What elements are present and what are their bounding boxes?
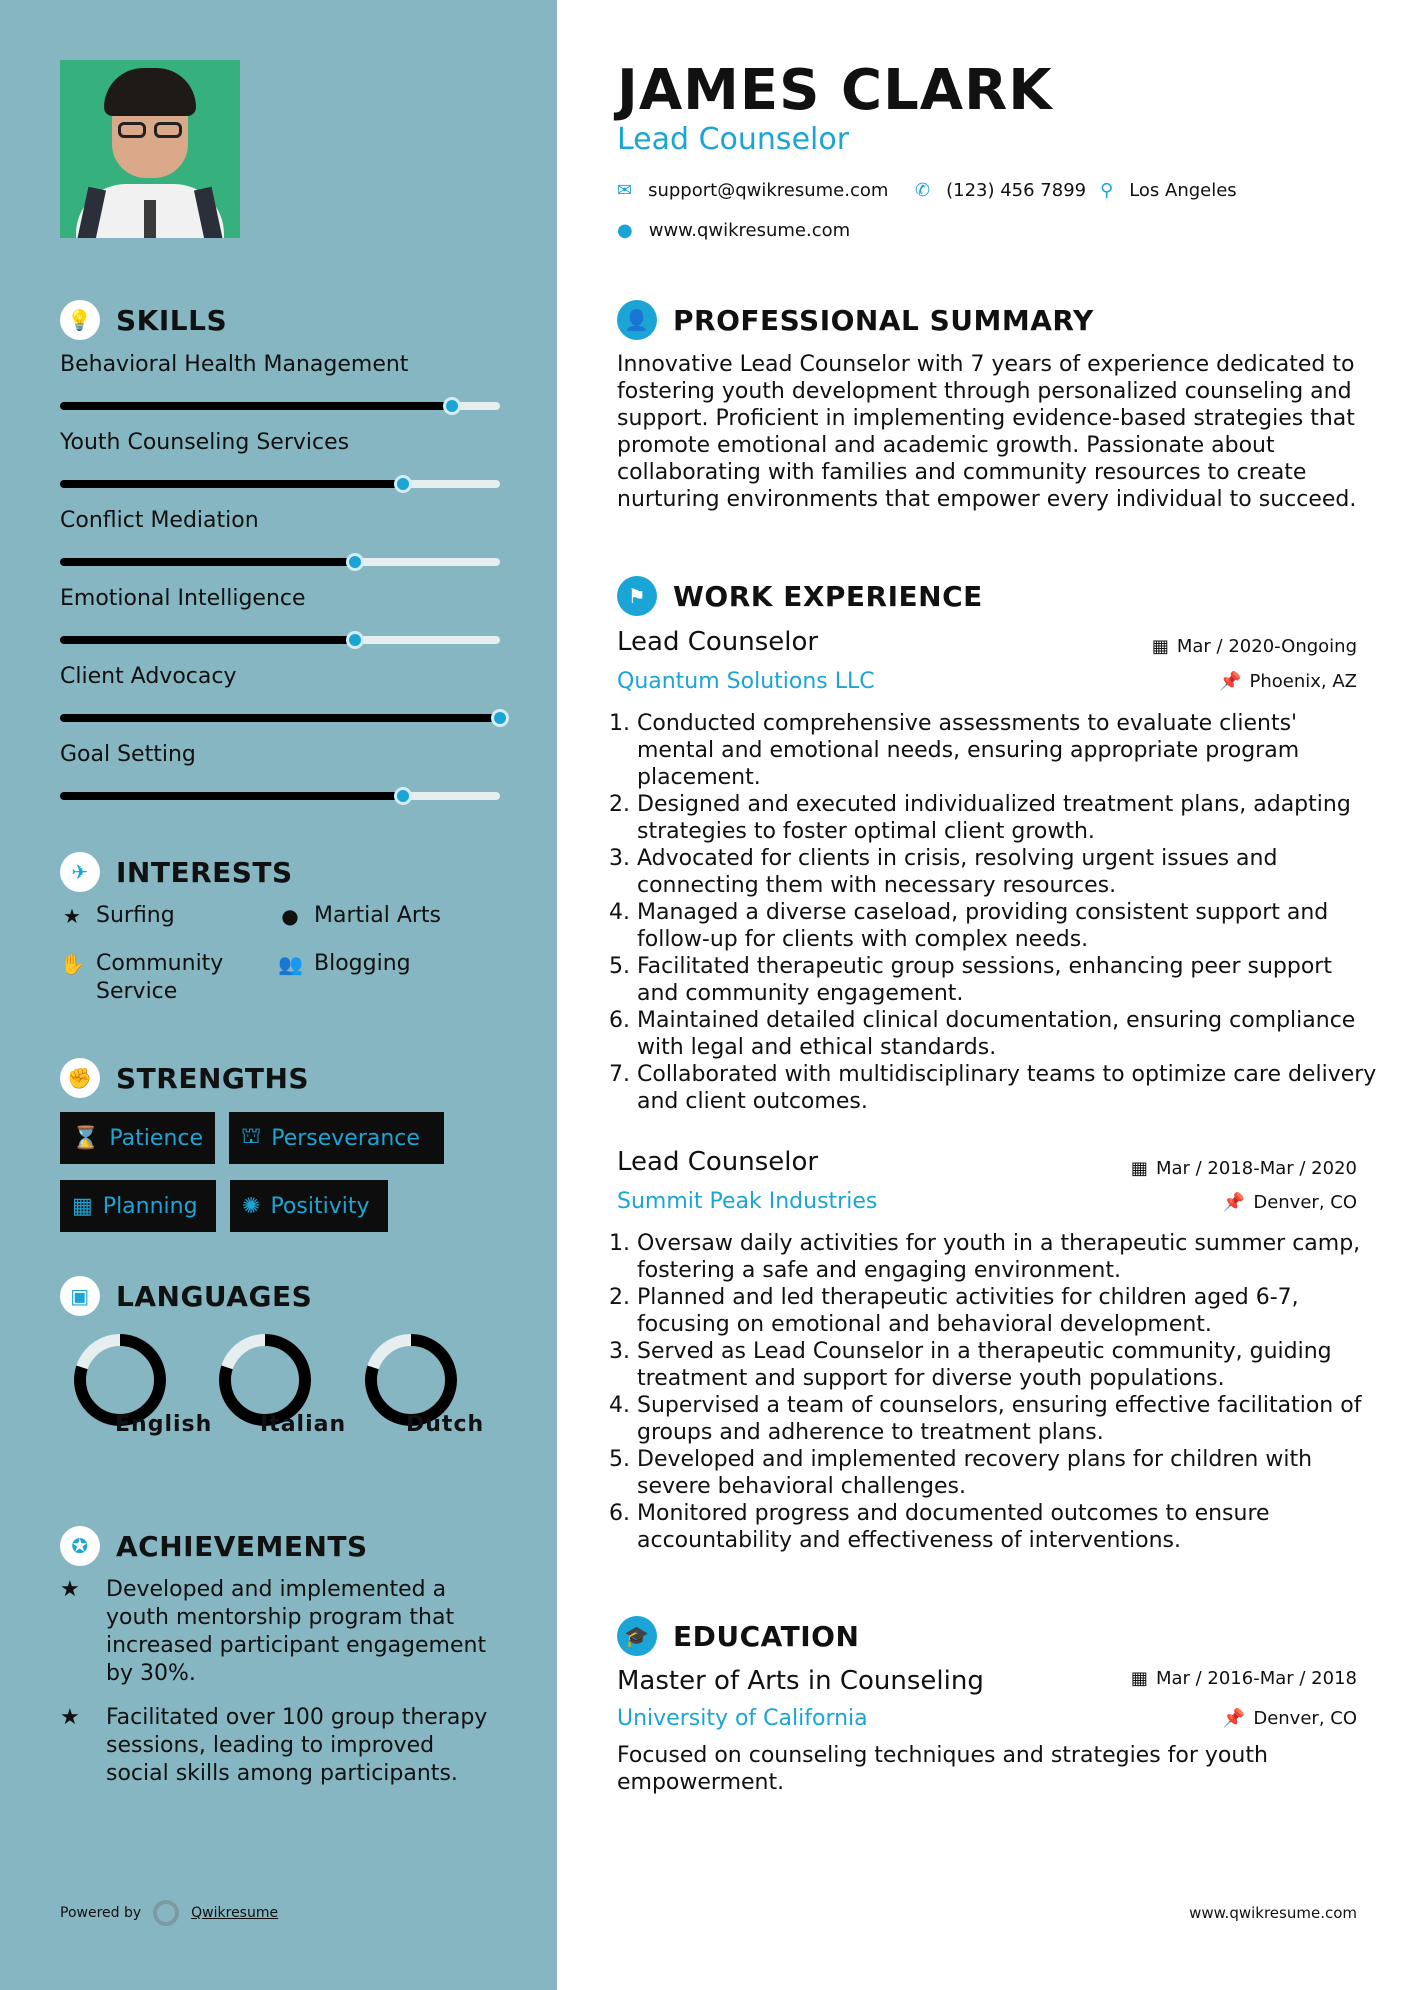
education-heading: 🎓 EDUCATION	[617, 1616, 859, 1656]
job-duties	[617, 710, 1377, 1115]
skill-label: Conflict Mediation	[60, 508, 259, 533]
id-card-icon: ▣	[60, 1276, 100, 1316]
language-item	[55, 1332, 213, 1437]
duty-item: 6. Maintained detailed clinical documentation, ensuring compliance with legal and ethical standards.	[637, 1007, 1377, 1061]
duty-item: 4. Supervised a team of counselors, ensuring effective facilitation of groups and adherence to treatment plans.	[637, 1392, 1377, 1446]
duty-item: 2. Designed and executed individualized treatment plans, adapting strategies to foster optimal client growth.	[637, 791, 1377, 845]
contact-website: ● www.qwikresume.com	[617, 220, 851, 241]
star-icon: ★	[60, 1577, 80, 1602]
sidebar	[0, 0, 557, 1990]
job-dates: ▦ Mar / 2020-Ongoing	[1151, 636, 1357, 657]
strength-tag: ✺ Positivity	[230, 1180, 388, 1232]
job-location: 📌 Phoenix, AZ	[1219, 671, 1357, 692]
skill-label: Youth Counseling Services	[60, 430, 350, 455]
skill-label: Emotional Intelligence	[60, 586, 306, 611]
binoculars-icon: ⛫	[241, 1124, 262, 1149]
strengths-heading: ✊ STRENGTHS	[60, 1058, 309, 1098]
graduate-icon: 🎓	[617, 1616, 657, 1656]
globe-icon: ●	[617, 220, 633, 241]
pushpin-icon: 📌	[1219, 671, 1242, 692]
language-item	[200, 1332, 347, 1437]
job-location: 📌 Denver, CO	[1222, 1192, 1357, 1213]
main-content	[557, 0, 1407, 1990]
duty-item: 7. Collaborated with multidisciplinary teams to optimize care delivery and client outcomes.	[637, 1061, 1377, 1115]
duty-item: 5. Facilitated therapeutic group sessions, enhancing peer support and community engagement.	[637, 953, 1377, 1007]
fist-icon: ✊	[60, 1058, 100, 1098]
chair-icon: ⚑	[617, 576, 657, 616]
contact-phone: ✆ (123) 456 7899	[915, 180, 1087, 201]
star-icon: ★	[60, 1705, 80, 1730]
language-item	[346, 1332, 485, 1437]
globe-icon: ●	[281, 904, 299, 928]
skill-item	[60, 508, 500, 566]
interests-heading: ✈ INTERESTS	[60, 852, 293, 892]
skill-label: Goal Setting	[60, 742, 196, 767]
skill-item	[60, 586, 500, 644]
education-school: University of California	[617, 1706, 868, 1731]
badge-star-icon: ✪	[60, 1526, 100, 1566]
skill-bar	[60, 792, 500, 800]
hand-icon: ✋	[60, 952, 85, 976]
skill-item	[60, 352, 500, 410]
duty-item: 4. Managed a diverse caseload, providing consistent support and follow-up for clients with complex needs.	[637, 899, 1377, 953]
contact-location: ⚲ Los Angeles	[1100, 180, 1237, 201]
duty-item: 1. Conducted comprehensive assessments to evaluate clients' mental and emotional needs, ensuring appropriate program placement.	[637, 710, 1377, 791]
skill-bar	[60, 714, 500, 722]
interest-item: 👥 Blogging	[278, 951, 411, 976]
calendar-icon: ▦	[1130, 1668, 1148, 1689]
profile-photo	[60, 60, 240, 238]
qwikresume-link[interactable]: Qwikresume	[191, 1905, 279, 1921]
interest-item: ✋ Community Service	[60, 951, 224, 1004]
sun-icon: ✺	[242, 1193, 261, 1219]
education-dates: ▦ Mar / 2016-Mar / 2018	[1130, 1668, 1357, 1689]
strength-tag: ▦ Planning	[60, 1180, 216, 1232]
skill-label: Client Advocacy	[60, 664, 237, 689]
calendar-icon: ▦	[72, 1193, 93, 1219]
pushpin-icon: 📌	[1222, 1192, 1246, 1213]
job-title: Lead Counselor	[617, 1147, 819, 1177]
achievements-heading: ✪ ACHIEVEMENTS	[60, 1526, 368, 1566]
phone-icon: ✆	[915, 180, 931, 201]
skill-bar	[60, 480, 500, 488]
paper-plane-icon: ✈	[60, 852, 100, 892]
education-degree: Master of Arts in Counseling	[617, 1666, 984, 1696]
pushpin-icon: 📌	[1222, 1708, 1246, 1729]
star-icon: ★	[63, 904, 81, 928]
language-label: Dutch	[406, 1412, 485, 1437]
calendar-icon: ▦	[1130, 1158, 1148, 1179]
education-location: 📌 Denver, CO	[1222, 1708, 1357, 1729]
interest-item: ★ Surfing	[60, 902, 175, 930]
skill-item	[60, 742, 500, 800]
summary-heading: 👤 PROFESSIONAL SUMMARY	[617, 300, 1094, 340]
duty-item: 3. Advocated for clients in crisis, resolving urgent issues and connecting them with necessary resources.	[637, 845, 1377, 899]
skill-bar	[60, 558, 500, 566]
job-company: Quantum Solutions LLC	[617, 669, 875, 694]
candidate-role: Lead Counselor	[617, 122, 850, 157]
duty-item: 3. Served as Lead Counselor in a therapeutic community, guiding treatment and support for diverse youth populations.	[637, 1338, 1377, 1392]
skill-label: Behavioral Health Management	[60, 352, 409, 377]
language-label: Italian	[260, 1412, 347, 1437]
experience-heading: ⚑ WORK EXPERIENCE	[617, 576, 983, 616]
footer-website-link[interactable]: www.qwikresume.com	[1189, 1904, 1357, 1922]
duty-item: 1. Oversaw daily activities for youth in a therapeutic summer camp, fostering a safe and engaging environment.	[637, 1230, 1377, 1284]
powered-by: Powered by Qwikresume	[60, 1900, 278, 1926]
skills-heading: 💡 SKILLS	[60, 300, 227, 340]
job-duties	[617, 1230, 1377, 1554]
skill-item	[60, 430, 500, 488]
language-label: English	[115, 1412, 213, 1437]
job-title: Lead Counselor	[617, 627, 819, 657]
languages-heading: ▣ LANGUAGES	[60, 1276, 312, 1316]
job-company: Summit Peak Industries	[617, 1189, 878, 1214]
strength-tag: ⌛ Patience	[60, 1112, 215, 1164]
skill-item	[60, 664, 500, 722]
lightbulb-icon: 💡	[60, 300, 100, 340]
duty-item: 6. Monitored progress and documented outcomes to ensure accountability and effectiveness of interventions.	[637, 1500, 1377, 1554]
qwikresume-logo-icon	[153, 1900, 179, 1926]
duty-item: 2. Planned and led therapeutic activities for children aged 6-7, focusing on emotional and behavioral development.	[637, 1284, 1377, 1338]
achievement-item: ★ Developed and implemented a youth mentorship program that increased participant engagement by 30%.	[60, 1577, 487, 1686]
education-description: Focused on counseling techniques and strategies for youth empowerment.	[617, 1743, 1268, 1795]
users-icon: 👥	[278, 952, 303, 976]
strength-tag: ⛫ Perseverance	[229, 1112, 444, 1164]
job-dates: ▦ Mar / 2018-Mar / 2020	[1130, 1158, 1357, 1179]
interest-item: ● Martial Arts	[278, 902, 441, 930]
map-pin-icon: ⚲	[1100, 180, 1114, 201]
summary-text: Innovative Lead Counselor with 7 years of experience dedicated to fostering youth development through personalized counseling and support. Proficient in implementing evidence-based strategies that promote emotional and academic growth. Passionate about collaborating with families and community resources to create nurturing environments that empower every individual to succeed.	[617, 352, 1357, 512]
skill-bar	[60, 402, 500, 410]
calendar-icon: ▦	[1151, 636, 1169, 657]
duty-item: 5. Developed and implemented recovery plans for children with severe behavioral challenges.	[637, 1446, 1377, 1500]
candidate-name: JAMES CLARK	[617, 58, 1053, 123]
hourglass-icon: ⌛	[72, 1125, 100, 1151]
achievement-item: ★ Facilitated over 100 group therapy sessions, leading to improved social skills among participants.	[60, 1705, 488, 1786]
envelope-icon: ✉	[617, 180, 633, 201]
user-icon: 👤	[617, 300, 657, 340]
contact-email: ✉ support@qwikresume.com	[617, 180, 889, 201]
skill-bar	[60, 636, 500, 644]
